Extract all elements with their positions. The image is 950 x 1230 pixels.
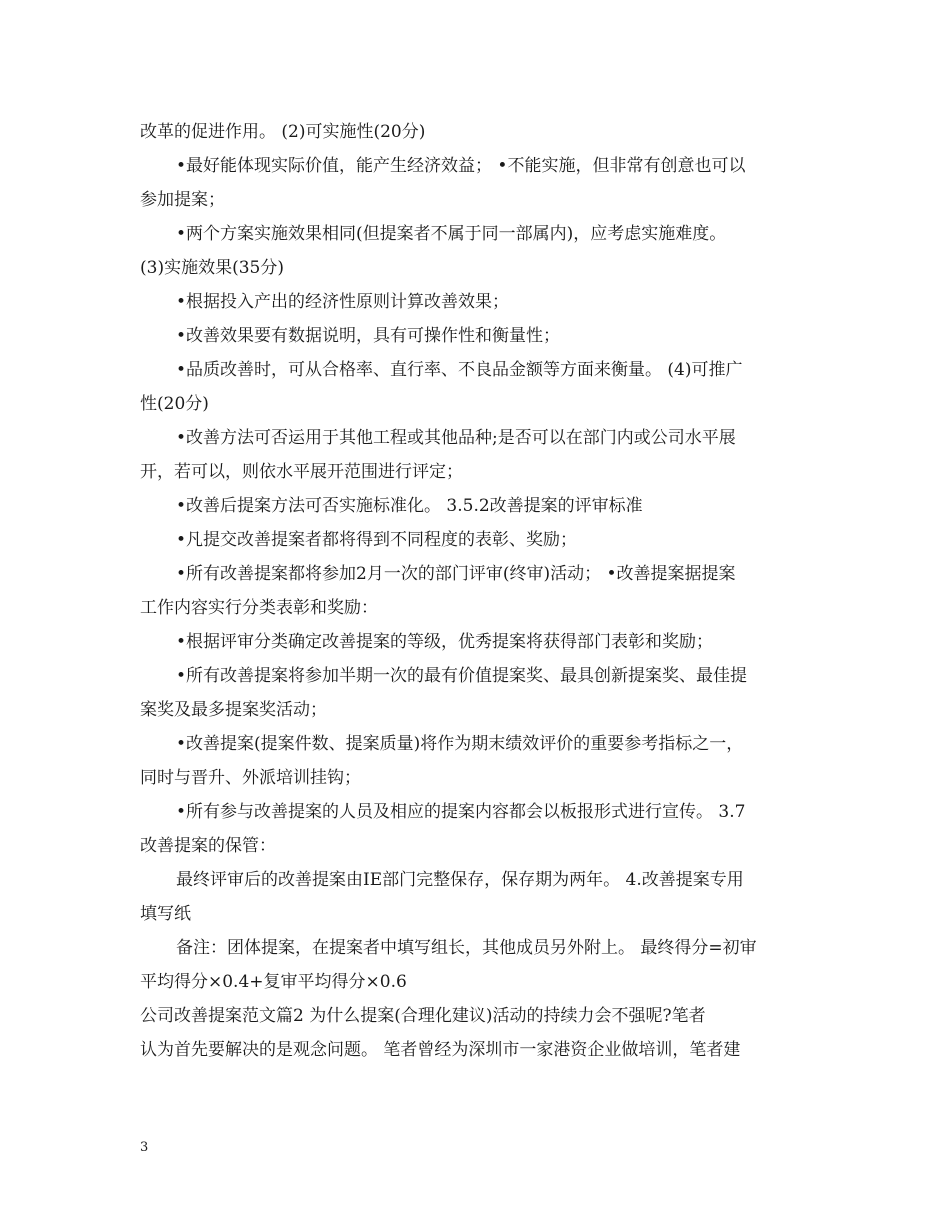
- text-line: 案奖及最多提案奖活动；: [140, 700, 327, 720]
- page-number: 3: [140, 1140, 149, 1155]
- text-line: •最好能体现实际价值，能产生经济效益； •不能实施，但非常有创意也可以: [176, 156, 746, 176]
- text-line: •品质改善时，可从合格率、直行率、不良品金额等方面来衡量。 (4)可推广: [176, 360, 743, 380]
- text-line: •两个方案实施效果相同(但提案者不属于同一部属内)，应考虑实施难度。: [176, 224, 727, 244]
- text-line: •根据投入产出的经济性原则计算改善效果；: [176, 292, 510, 312]
- text-line: 性(20分): [140, 394, 209, 414]
- text-line: 最终评审后的改善提案由IE部门完整保存，保存期为两年。 4.改善提案专用: [176, 870, 744, 890]
- text-line: 同时与晋升、外派培训挂钩；: [140, 768, 361, 788]
- text-line: •改善效果要有数据说明，具有可操作性和衡量性；: [176, 326, 561, 346]
- text-line: •所有改善提案都将参加2月一次的部门评审(终审)活动； •改善提案据提案: [176, 564, 736, 584]
- text-line: 改善提案的保管：: [140, 836, 276, 856]
- text-line: •所有改善提案将参加半期一次的最有价值提案奖、最具创新提案奖、最佳提: [176, 666, 748, 686]
- text-line: •改善提案(提案件数、提案质量)将作为期末绩效评价的重要参考指标之一，: [176, 734, 744, 754]
- text-line: 平均得分×0.4+复审平均得分×0.6: [140, 972, 407, 992]
- text-line: •凡提交改善提案者都将得到不同程度的表彰、奖励；: [176, 530, 578, 550]
- text-line: •改善方法可否运用于其他工程或其他品种;是否可以在部门内或公司水平展: [176, 428, 736, 448]
- text-line: •根据评审分类确定改善提案的等级，优秀提案将获得部门表彰和奖励；: [176, 632, 714, 652]
- text-line: •改善后提案方法可否实施标准化。 3.5.2改善提案的评审标准: [176, 496, 643, 516]
- text-line: 填写纸: [140, 904, 191, 924]
- text-line: 参加提案；: [140, 190, 225, 210]
- text-line: 改革的促进作用。 (2)可实施性(20分): [140, 122, 426, 142]
- text-line: 认为首先要解决的是观念问题。 笔者曾经为深圳市一家港资企业做培训，笔者建: [140, 1040, 741, 1060]
- text-line: 备注：团体提案，在提案者中填写组长，其他成员另外附上。 最终得分=初审: [176, 938, 757, 958]
- text-line: 工作内容实行分类表彰和奖励：: [140, 598, 378, 618]
- text-line: (3)实施效果(35分): [140, 258, 284, 278]
- text-line: 开，若可以，则依水平展开范围进行评定；: [140, 462, 463, 482]
- text-line: •所有参与改善提案的人员及相应的提案内容都会以板报形式进行宣传。 3.7: [176, 802, 746, 822]
- document-body: [140, 115, 812, 1067]
- text-line: 公司改善提案范文篇2 为什么提案(合理化建议)活动的持续力会不强呢?笔者: [140, 1006, 706, 1026]
